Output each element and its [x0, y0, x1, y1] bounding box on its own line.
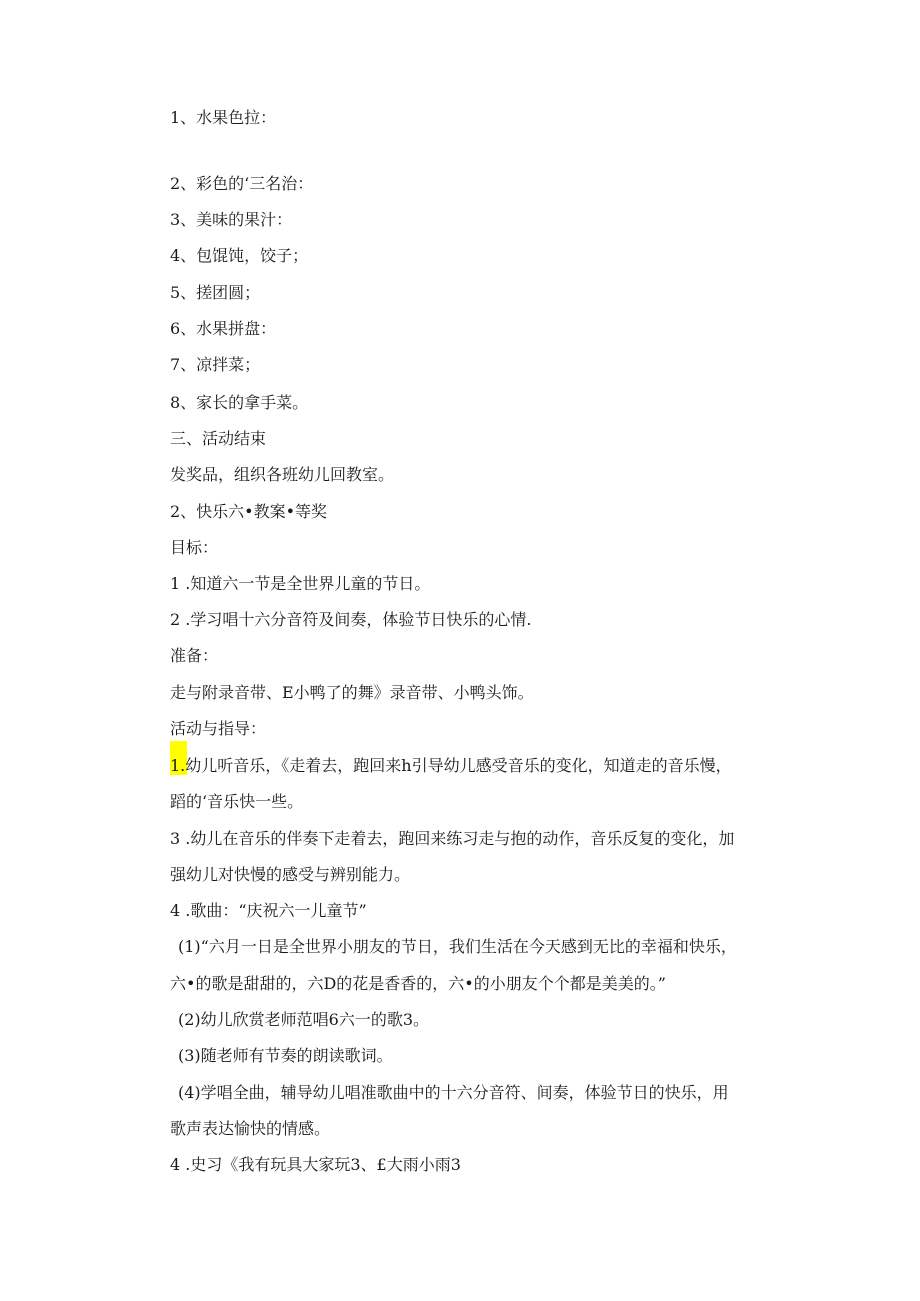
menu-item-1: 1、水果色拉： — [170, 108, 277, 127]
song-sub-1: (1)“六月一日是全世界小朋友的节日，我们生活在今天感到无比的幸福和快乐， — [178, 937, 737, 956]
menu-item-5: 5、搓团圆； — [170, 283, 261, 302]
section-heading: 三、活动结束 — [170, 429, 267, 448]
activity-step-3: 3 .幼儿在音乐的伴奏下走着去，跑回来练习走与抱的动作，音乐反复的变化，加 — [170, 829, 735, 848]
goal-heading: 目标： — [170, 538, 219, 557]
activity-step-review: 4 .史习《我有玩具大家玩3、£大雨小雨3 — [170, 1155, 461, 1174]
song-sub-2: (2)幼儿欣赏老师范唱6六一的歌3。 — [178, 1010, 430, 1029]
activity-step-1-cont: 蹈的‘音乐快一些。 — [170, 792, 304, 811]
activity-step-3-cont: 强幼儿对快慢的感受与辨别能力。 — [170, 865, 411, 884]
song-sub-1-cont: 六•的歌是甜甜的，六D的花是香香的，六•的小朋友个个都是美美的。” — [170, 974, 666, 993]
menu-item-8: 8、家长的拿手菜。 — [170, 393, 309, 412]
menu-item-7: 7、凉拌菜； — [170, 355, 261, 374]
prep-heading: 准备： — [170, 646, 219, 665]
goal-item-2: 2 .学习唱十六分音符及间奏，体验节日快乐的心情. — [170, 610, 532, 629]
song-sub-4: (4)学唱全曲，辅导幼儿唱准歌曲中的十六分音符、间奏，体验节日的快乐，用 — [178, 1083, 729, 1102]
song-sub-4-cont: 歌声表达愉快的情感。 — [170, 1119, 331, 1138]
song-sub-3: (3)随老师有节奏的朗读歌词。 — [178, 1046, 393, 1065]
activity-step-4: 4 .歌曲：“庆祝六一儿童节” — [170, 901, 367, 920]
paragraph: 发奖品，组织各班幼儿回教室。 — [170, 465, 395, 484]
menu-item-2: 2、彩色的‘三名治： — [170, 174, 314, 193]
menu-item-4: 4、包馄饨，饺子； — [170, 246, 309, 265]
activity-step-1: 1.幼儿听音乐，《走着去，跑回来h引导幼儿感受音乐的变化，知道走的音乐慢， — [170, 756, 732, 775]
menu-item-6: 6、水果拼盘： — [170, 319, 277, 338]
activity-heading: 活动与指导： — [170, 719, 267, 738]
prep-text: 走与附录音带、E小鸭了的舞》录音带、小鸭头饰。 — [170, 683, 534, 702]
goal-item-1: 1 .知道六一节是全世界儿童的节日。 — [170, 574, 431, 593]
lesson-title: 2、快乐六•教案•等奖 — [170, 502, 328, 521]
menu-item-3: 3、美味的果汁： — [170, 210, 293, 229]
